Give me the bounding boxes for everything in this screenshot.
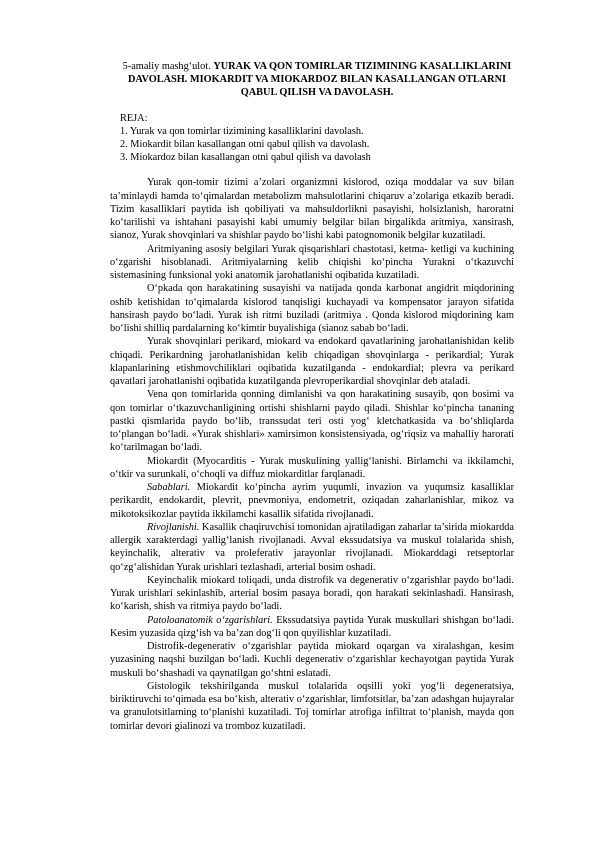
paragraph xyxy=(110,335,514,388)
paragraph-text: Vena qon tomirlarida qonning dimlanishi va qon harakatining susayib, qon bosimi va qon tomirlar o‘tkazuvchanligining ortishi shishlarni paydo qiladi. Shishlar ko‘pincha tananing pastki qismlarida paydo bo‘lib, transsudat teri osti yog‘ kletchatkasida va bo‘shliqlarda to‘plangan bo‘ladi. «Yurak shishlari» xamirsimon konsistensiyada, og‘riqsiz va mahalliy harorati ko‘tarilmagan bo‘ladi. xyxy=(110,389,514,454)
paragraph xyxy=(110,640,514,680)
plan-item-2: 2. Miokardit bilan kasallangan otni qabul qilish va davolash. xyxy=(120,139,370,151)
paragraph-text: Gistologik tekshirilganda muskul tolalarida oqsilli yoki yog‘li degeneratsiya, biriktiruvchi to‘qimada esa bo‘kish, alterativ o‘zgarishlar, limfotsitlar, ba’zan adashgan hujayralar va granulotsitlarning to‘planishi kuzatiladi. Toj tomirlar atrofiga infiltrat to‘planish, mayda qon tomirlar devori gialinozi va tromboz kuzatiladi. xyxy=(110,680,514,732)
title-prefix: 5-amaliy mashg‘ulot. xyxy=(122,61,214,72)
paragraph-lead: Sabablari. xyxy=(147,482,191,494)
paragraph-lead: Rivojlanishi. xyxy=(147,521,200,533)
paragraph xyxy=(110,455,514,482)
paragraph-text: O‘pkada qon harakatining susayishi va natijada qonda karbonat angidrit miqdorining oshib ketishidan to‘qimalarda kislorod tanqisligi kuchayadi va kompensator jarayon sifatida hansirash paydo bo‘ladi. Yurak ish ritmi buziladi (aritmiya . Qonda kislorod miqdorining kam bo‘lishi shilliq pardalarning ko‘kimtir buyalishiga (sianoz sabab bo‘ladi. xyxy=(110,283,514,335)
paragraph-text: Kasallik chaqiruvchisi tomonidan ajratiladigan zaharlar ta’sirida miokardda allergik xarakterdagi yallig‘lanish rivojlanadi. Avval ekssudatsiya va muskul tolalarida shish, keyinchalik, alterativ va proleferativ jarayonlar rivojlanadi. Miokarddagi retseptorlar qo‘zg‘alishidan Yurak urishlari tezlashadi, arterial bosim oshadi. xyxy=(110,521,514,573)
paragraph-lead: Patoloanatomik o‘zgarishlari. xyxy=(147,614,273,626)
paragraph-text: Distrofik-degenerativ o‘zgarishlar paytida miokard oqargan va xiralashgan, kesim yuzasining naqshi buzilgan bo‘ladi. Kuchli degenerativ o‘zgarishlar kechayotgan paytida Yurak muskuli bo‘shashadi va qaynatilgan go‘shtni eslatadi. xyxy=(110,641,514,679)
paragraph xyxy=(110,282,514,335)
paragraph xyxy=(110,243,514,283)
paragraph-text: Miokardit ko‘pincha ayrim yuqumli, invazion va yuqumsiz kasalliklar perikardit, endokardit, plevrit, pnevmoniya, endometrit, oziqadan zaharlanishlar, mikoz va mikotoksikozlar paytida ikkilamchi kasallik sifatida rivojlanadi. xyxy=(110,482,514,520)
paragraph xyxy=(110,521,514,574)
body-text xyxy=(110,176,514,733)
paragraph xyxy=(110,388,514,454)
paragraph xyxy=(110,176,514,242)
page-title xyxy=(120,60,514,100)
paragraph-text: Yurak qon-tomir tizimi a’zolari organizmni kislorod, oziqa moddalar va suv bilan ta’minlaydi hamda to‘qimalardan metabolizm mahsulotlarini chiqaruv a’zolariga etkazib beradi. Tizim kasalliklari paytida ish qobiliyati va mahsuldorlikni pasayishi, holsizlanish, haroratni ko‘tarilishi va ishtahani pasayishi kabi umumiy belgilar bilan birgalikda aritmiya, xansirash, sianoz, Yurak shovqinlari va shishlar paydo bo‘lishi kabi patognomonik belgilar kuzatiladi. xyxy=(110,177,514,242)
plan-item-1: 1. Yurak va qon tomirlar tizimining kasalliklarini davolash. xyxy=(120,125,364,137)
paragraph xyxy=(110,481,514,521)
title-bold: YURAK VA QON TOMIRLAR TIZIMINING KASALLIKLARINI DAVOLASH. MIOKARDIT VA MIOKARDOZ BILAN KASALLANGAN OTLARNI QABUL QILISH VA DAVOLASH. xyxy=(127,61,512,99)
paragraph-text: Yurak shovqinlari perikard, miokard va endokard qavatlarining jarohatlanishidan kelib chiqadi. Perikardning jarohatlanishidan kelib chiqadigan shovqinlarga - perikardial; Yurak klapanlarining etishmovchiliklari oqibatida kuzatilganda - endokardial; plevra va perikard qavatlari jarohatlanishi oqibatida kuzatilganda plevroperikardial shovqinlar deb ataladi. xyxy=(110,336,514,388)
paragraph-text: Miokardit (Myocarditis - Yurak muskulining yallig‘lanishi. Birlamchi va ikkilamchi, o‘tkir va surunkali, o‘choqli va diffuz miokarditlar farqlanadi. xyxy=(110,455,514,480)
plan-heading: REJA: xyxy=(120,112,148,124)
paragraph xyxy=(110,574,514,614)
paragraph xyxy=(110,680,514,733)
paragraph-text: Ekssudatsiya paytida Yurak muskullari shishgan bo‘ladi. Kesim yuzasida qizg‘ish va ba’zan dog‘li qon quyilishlar kuzatiladi. xyxy=(110,614,514,639)
paragraph xyxy=(110,614,514,641)
paragraph-text: Keyinchalik miokard toliqadi, unda distrofik va degenerativ o‘zgarishlar paydo bo‘ladi. Yurak urishlari sekinlashib, arterial bosim pasaya boradi, qon harakati sekinlashadi. Hansirash, ko‘karish, shish va ritmiya paydo bo‘ladi. xyxy=(110,574,514,613)
paragraph-text: Aritmiyaning asosiy belgilari Yurak qisqarishlari chastotasi, ketma- ketligi va kuchining o‘zgarishi hisoblanadi. Aritmiyalarning kelib chiqishi ko‘pincha Yurakni o‘tkazuvchi sistemasining funksional yoki anatomik jarohatlanishi oqibatida kuzatiladi. xyxy=(110,243,514,282)
plan-section xyxy=(120,112,514,165)
plan-item-3: 3. Miokardoz bilan kasallangan otni qabul qilish va davolash xyxy=(120,152,371,164)
